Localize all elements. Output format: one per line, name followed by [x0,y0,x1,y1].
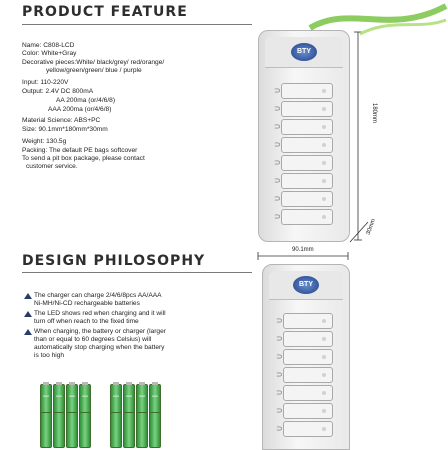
philosophy-line: turn off when reach to the fixed time [34,318,139,325]
philosophy-line: than or equal to 60 degrees Celsius) will [34,336,152,343]
battery-image: AAA [40,384,52,420]
battery-image [53,412,65,448]
spec-packing-note-cont: customer service. [26,163,78,170]
spec-decorative: Decorative pieces:White/ black/grey/ red/orange/ [22,59,165,66]
battery-image [40,412,52,448]
battery-image: AAA [66,384,78,420]
spec-output-aa: AA 200ma (or/4/6/8) [56,97,116,104]
bullet-icon [24,311,32,317]
battery-slot: ⊃ [283,385,333,401]
philosophy-line: automatically stop charging when the battery [34,344,165,351]
philosophy-line: is too high [34,352,65,359]
spec-name: Name: C808-LCD [22,42,75,49]
feature-title: PRODUCT FEATURE [22,4,188,20]
battery-image: AAA [110,384,122,420]
philosophy-title: DESIGN PHILOSOPHY [22,253,206,269]
charger-image-bottom [262,264,350,450]
philosophy-title-rule [22,272,252,273]
dimension-depth: 30mm [365,218,378,236]
bullet-icon [24,329,32,335]
bullet-icon [24,293,32,299]
battery-image [149,412,161,448]
battery-image: AAA [123,384,135,420]
battery-slot: ⊃ [283,403,333,419]
battery-image [79,412,91,448]
battery-slot: ⊃ [281,209,333,225]
philosophy-line: The LED shows red when charging and it will [34,310,166,317]
battery-image [110,412,122,448]
spec-size: Size: 90.1mm*180mm*30mm [22,126,108,133]
spec-decorative-cont: yellow/green/green/ blue / purple [46,67,142,74]
battery-image [136,412,148,448]
battery-slot: ⊃ [281,137,333,153]
battery-slot: ⊃ [281,155,333,171]
philosophy-line: When charging, the battery or charger (larger [34,328,166,335]
philosophy-line: Ni-MH/Ni-CD rechargeable batteries [34,300,140,307]
battery-slot: ⊃ [281,191,333,207]
brand-logo: BTY [291,43,317,61]
battery-slot: ⊃ [281,173,333,189]
spec-weight: Weight: 130.5g [22,138,67,145]
battery-slot: ⊃ [283,331,333,347]
brand-logo: BTY [293,276,319,294]
battery-image: AAA [53,384,65,420]
battery-image [123,412,135,448]
battery-slot: ⊃ [283,367,333,383]
battery-slot: ⊃ [281,101,333,117]
battery-slot: ⊃ [281,83,333,99]
battery-slot: ⊃ [283,349,333,365]
dimension-height: 180mm [371,102,378,124]
dimension-width: 90.1mm [292,247,314,253]
battery-image [66,412,78,448]
decorative-swirl [300,0,448,40]
battery-slot: ⊃ [283,421,333,437]
battery-slot: ⊃ [283,313,333,329]
spec-material: Material Science: ABS+PC [22,117,101,124]
philosophy-line: The charger can charge 2/4/6/8pcs AA/AAA [34,292,162,299]
spec-output: Output: 2.4V DC 800mA [22,88,94,95]
spec-packing-note: To send a pit box package, please contact [22,155,145,162]
battery-image: AAA [149,384,161,420]
battery-slot: ⊃ [281,119,333,135]
battery-image: AAA [79,384,91,420]
feature-title-rule [22,24,252,25]
spec-color: Color: White+Gray [22,50,77,57]
spec-output-aaa: AAA 200ma (or/4/6/8) [48,106,112,113]
spec-packing: Packing: The default PE bags softcover [22,147,138,154]
battery-image: AAA [136,384,148,420]
spec-input: Input: 110-220V [22,79,69,86]
